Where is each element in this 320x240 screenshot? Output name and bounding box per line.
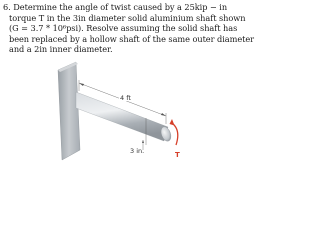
torque-label: T: [175, 151, 180, 159]
problem-line-1: 6. Determine the angle of twist caused by a 25kip − in: [3, 2, 228, 12]
fixed-wall: [58, 62, 80, 160]
problem-line-4: been replaced by a hollow shaft of the same outer diameter: [9, 33, 255, 44]
problem-line-5: and a 2in inner diameter.: [9, 44, 113, 55]
problem-line-2: torque T in the 3in diameter solid aluminium shaft shown: [9, 12, 246, 23]
length-label: 4 ft: [120, 94, 131, 102]
diameter-label: 3 in.: [130, 147, 145, 155]
problem-line-3: (G = 3.7 * 10⁶psi). Resolve assuming the solid shaft has: [9, 23, 238, 34]
torque-arrow: [170, 119, 181, 159]
